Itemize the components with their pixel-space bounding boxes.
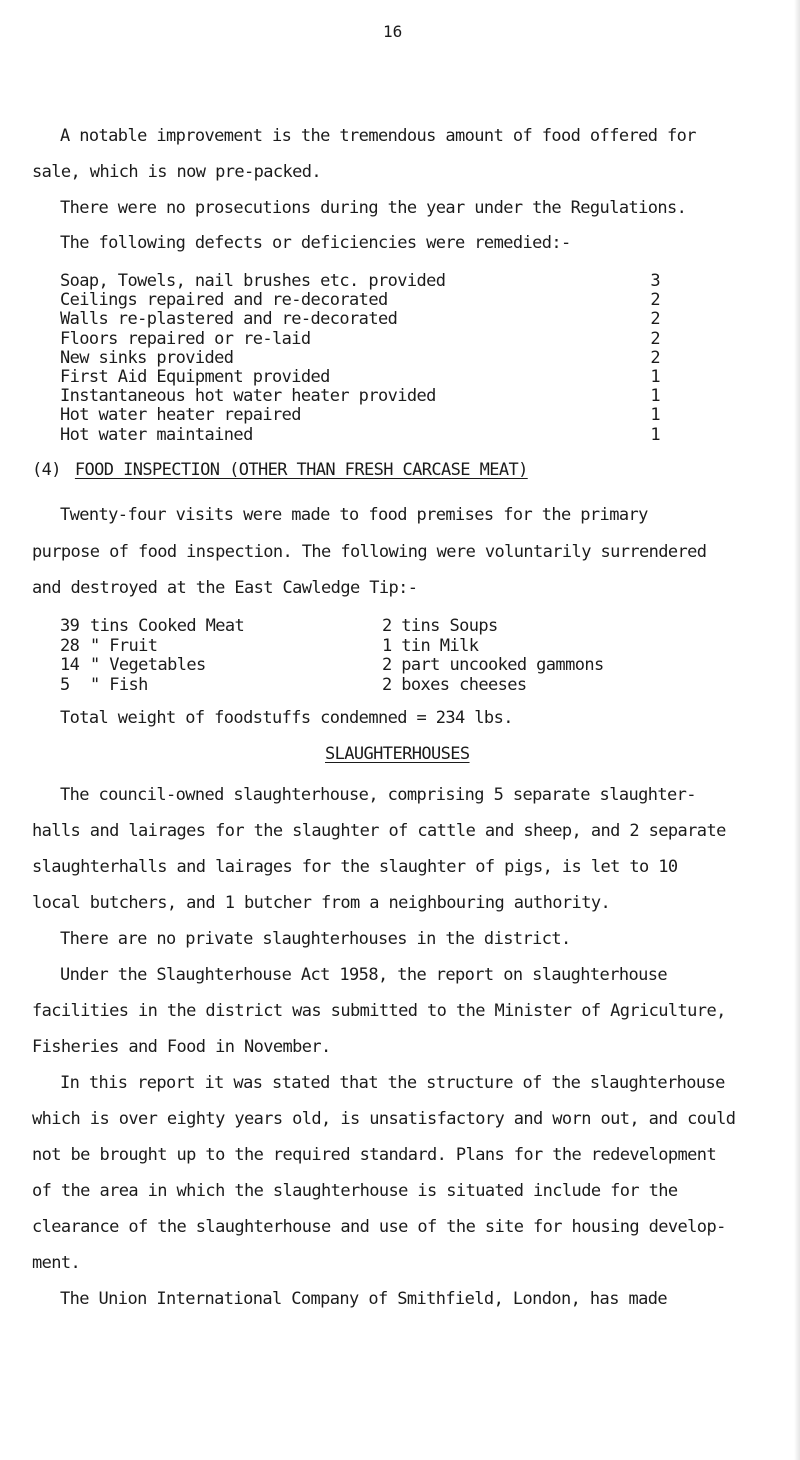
food-item <box>60 676 244 696</box>
food-qty: 14 <box>60 655 80 675</box>
defect-row <box>60 406 660 425</box>
food-qty: 28 <box>60 635 80 656</box>
intro-line-1: A notable improvement is the tremendous amount of food offered for <box>60 126 696 146</box>
food-qty: 5 <box>60 674 70 695</box>
intro-line-2: sale, which is now pre-packed. <box>32 162 322 182</box>
page-number: 16 <box>383 22 403 41</box>
defect-count: 2 <box>650 328 660 349</box>
food-item: 1 tin Milk <box>382 635 479 656</box>
slaughter-line-4: local butchers, and 1 butcher from a neighbouring authority. <box>32 893 611 913</box>
defect-count: 2 <box>650 290 660 311</box>
slaughter-line-12: of the area in which the slaughterhouse is situated include for the <box>32 1181 678 1201</box>
slaughter-line-5: There are no private slaughterhouses in the district. <box>60 929 571 949</box>
slaughter-line-2: halls and lairages for the slaughter of cattle and sheep, and 2 separate <box>32 821 726 841</box>
slaughter-line-6: Under the Slaughterhouse Act 1958, the report on slaughterhouse <box>60 965 667 985</box>
food-item: 2 tins Soups <box>382 616 498 636</box>
defect-row <box>60 330 660 349</box>
defect-item: Hot water heater repaired <box>60 405 301 426</box>
slaughter-line-14: ment. <box>32 1253 81 1273</box>
defect-item: New sinks provided <box>60 347 234 368</box>
defect-row <box>60 349 660 368</box>
slaughter-line-15: The Union International Company of Smithfield, London, has made <box>60 1289 667 1309</box>
defect-row <box>60 310 660 329</box>
section4-line-3: and destroyed at the East Cawledge Tip:- <box>32 578 418 598</box>
food-item <box>60 637 244 657</box>
food-item: 2 boxes cheeses <box>382 674 527 695</box>
defect-row <box>60 272 660 291</box>
defect-row <box>60 426 660 445</box>
defect-count: 2 <box>650 309 660 330</box>
defect-item: Soap, Towels, nail brushes etc. provided <box>60 271 446 291</box>
food-item: 2 part uncooked gammons <box>382 655 604 675</box>
defect-item: Instantaneous hot water heater provided <box>60 386 436 407</box>
defect-count: 1 <box>650 405 660 426</box>
defect-item: Floors repaired or re-laid <box>60 328 311 349</box>
food-item <box>60 617 244 637</box>
slaughter-line-3: slaughterhalls and lairages for the slaughter of pigs, is let to 10 <box>32 857 678 877</box>
defect-row <box>60 291 660 310</box>
defect-count: 1 <box>650 424 660 445</box>
food-name: " Fish <box>90 674 148 695</box>
defect-count: 3 <box>650 271 660 291</box>
food-name: tins Cooked Meat <box>90 616 245 636</box>
slaughter-line-1: The council-owned slaughterhouse, comprising 5 separate slaughter- <box>60 785 696 805</box>
section4-line-1: Twenty-four visits were made to food premises for the primary <box>60 505 648 525</box>
food-qty: 39 <box>60 616 80 636</box>
defect-item: Walls re-plastered and re-decorated <box>60 309 398 330</box>
food-name: " Vegetables <box>90 655 206 675</box>
defect-row <box>60 368 660 387</box>
food-name: " Fruit <box>90 635 158 656</box>
slaughter-line-13: clearance of the slaughterhouse and use of the site for housing develop- <box>32 1217 726 1237</box>
section-number: (4) <box>32 460 61 480</box>
slaughter-line-7: facilities in the district was submitted to the Minister of Agriculture, <box>32 1001 726 1021</box>
defect-count: 2 <box>650 347 660 368</box>
slaughter-line-10: which is over eighty years old, is unsatisfactory and worn out, and could <box>32 1109 736 1129</box>
slaughter-line-9: In this report it was stated that the structure of the slaughterhouse <box>60 1073 725 1093</box>
section-title: FOOD INSPECTION (OTHER THAN FRESH CARCASE MEAT) <box>74 460 528 480</box>
page-edge-shadow <box>794 0 800 1460</box>
defect-count: 1 <box>650 366 660 387</box>
defect-item: Hot water maintained <box>60 424 253 445</box>
section-heading <box>32 460 528 480</box>
prosecutions-line: There were no prosecutions during the year under the Regulations. <box>60 198 687 218</box>
total-weight-line: Total weight of foodstuffs condemned = 234 lbs. <box>60 708 513 728</box>
defects-table <box>60 272 660 445</box>
foods-left-list <box>60 617 244 695</box>
foods-right-list <box>382 617 604 695</box>
food-item <box>60 656 244 676</box>
slaughter-line-11: not be brought up to the required standard. Plans for the redevelopment <box>32 1145 717 1165</box>
section4-line-2: purpose of food inspection. The following were voluntarily surrendered <box>32 542 707 562</box>
defect-count: 1 <box>650 386 660 407</box>
slaughter-line-8: Fisheries and Food in November. <box>32 1037 331 1057</box>
slaughterhouses-heading: SLAUGHTERHOUSES <box>325 744 470 764</box>
defects-intro-line: The following defects or deficiencies were remedied:- <box>60 233 571 253</box>
defect-item: Ceilings repaired and re-decorated <box>60 290 388 311</box>
defect-row <box>60 387 660 406</box>
defect-item: First Aid Equipment provided <box>60 366 330 387</box>
